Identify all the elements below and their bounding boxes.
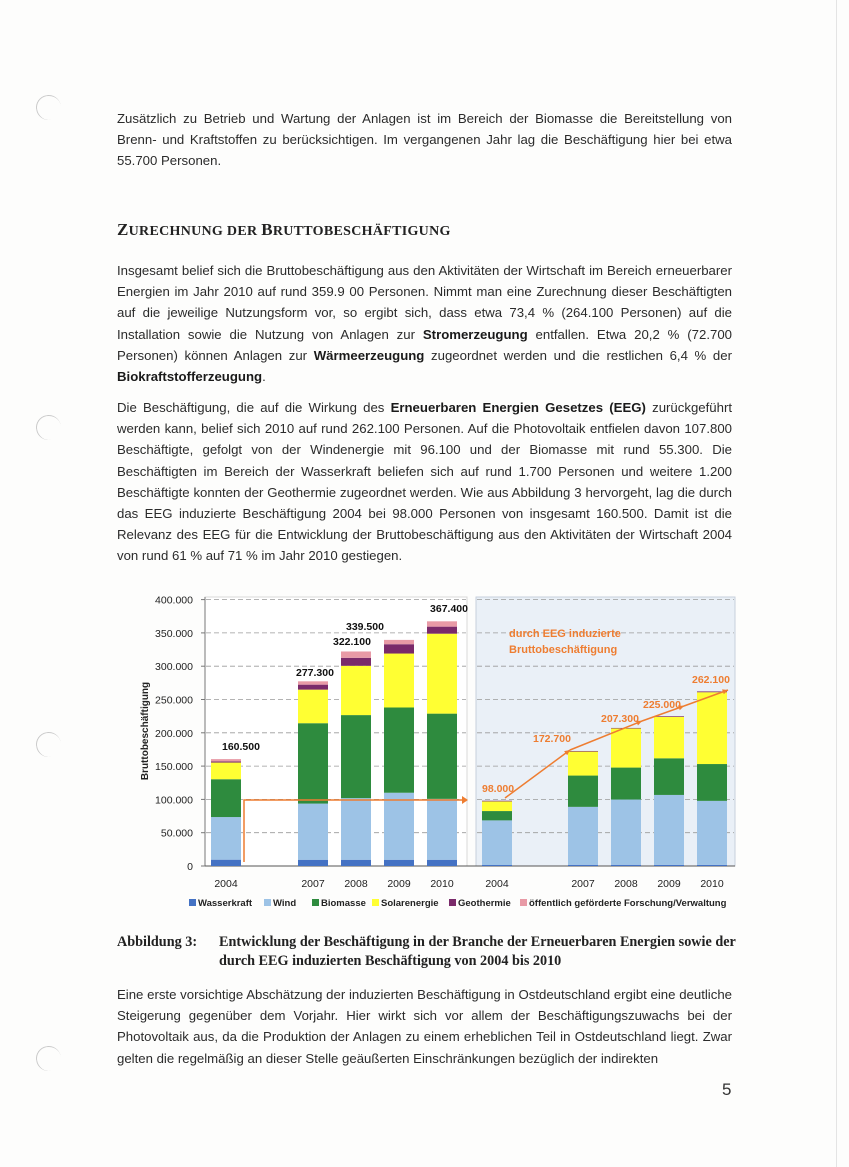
left-bar-solarenergie <box>341 666 371 715</box>
left-bar-geothermie <box>298 685 328 690</box>
left-bar-oeffentlich <box>341 651 371 657</box>
left-bar-wind <box>427 799 457 860</box>
x-tick-label-left: 2010 <box>430 878 454 890</box>
left-bar-wind <box>384 793 414 860</box>
left-bar-geothermie <box>341 658 371 666</box>
y-tick-label: 400.000 <box>155 594 193 607</box>
y-axis-title: Bruttobeschäftigung <box>140 681 151 781</box>
right-bar-geothermie <box>654 716 684 717</box>
paragraph-eeg: Die Beschäftigung, die auf die Wirkung des Erneuerbaren Energien Gesetzes (EEG) zurückgeführt werden kann, belief sich 2010 auf rund 262.100 Personen. Auf die Photovoltaik entfielen davon 107.800 Beschäftigte, gefolgt von der Windenergie mit 96.100 und der Biomasse mit rund 55.300. Die Beschäftigten im Bereich der Wasserkraft beliefen sich auf rund 1.700 Personen und weitere 1.200 Beschäftigte konnten der Geothermie zugeordnet werden. Wie aus Abbildung 3 hervorgeht, lag die durch das EEG induzierte Beschäftigung 2004 bei 98.000 Personen von insgesamt 160.500. Damit ist die Relevanz des EEG für die Entwicklung der Bruttobeschäftigung aus den Aktivitäten der Wirtschaft 2004 von rund 61 % auf 71 % im Jahr 2010 gestiegen. <box>117 400 733 564</box>
y-tick-label: 0 <box>187 861 193 873</box>
left-bar-biomasse <box>427 714 457 799</box>
right-bar-solarenergie <box>654 717 684 758</box>
left-bar-solarenergie <box>298 690 328 724</box>
y-tick-label: 200.000 <box>155 727 193 740</box>
left-total-label: 277.300 <box>296 667 334 679</box>
left-bar-biomasse <box>341 715 371 798</box>
legend-label: Wind <box>273 898 297 909</box>
right-bar-wasserkraft <box>611 865 641 866</box>
paragraph-intro: Zusätzlich zu Betrieb und Wartung der Anlagen ist im Bereich der Biomasse die Bereitstellung von Brenn- und Kraftstoffen zu berücksichtigen. Im vergangenen Jahr lag die Beschäftigung hier bei etwa 55.700 Personen. <box>117 111 732 169</box>
left-bar-wasserkraft <box>341 860 371 866</box>
left-total-label: 322.100 <box>333 636 371 648</box>
left-bar-wind <box>298 804 328 860</box>
right-bar-biomasse <box>697 764 727 801</box>
x-tick-label-right: 2007 <box>571 878 595 890</box>
left-bar-solarenergie <box>211 763 241 780</box>
left-bar-wasserkraft <box>384 860 414 866</box>
y-tick-label: 150.000 <box>155 761 193 774</box>
right-total-label: 207.300 <box>601 713 639 725</box>
right-bar-wind <box>697 801 727 865</box>
left-bar-solarenergie <box>384 654 414 708</box>
left-bar-solarenergie <box>427 634 457 714</box>
left-total-label: 160.500 <box>222 741 260 753</box>
legend-swatch <box>449 899 456 906</box>
left-bar-wasserkraft <box>211 860 241 866</box>
right-bar-solarenergie <box>611 728 641 767</box>
paragraph-bruttobeschaeftigung: Insgesamt belief sich die Bruttobeschäftigung aus den Aktivitäten der Wirtschaft im Bereich erneuerbarer Energien im Jahr 2010 auf rund 359.9 00 Personen. Nimmt man eine Zurechnung dieser Beschäftigten auf die jeweilige Nutzungsform vor, so ergibt sich, dass etwa 73,4 % (264.100 Personen) auf die Installation sowie die Nutzung von Anlagen zur Stromerzeugung entfallen. Etwa 20,2 % (72.700 Personen) können Anlagen zur Wärmeerzeugung zugeordnet werden und die restlichen 6,4 % der Biokraftstofferzeugung. <box>117 263 732 385</box>
left-bar-wind <box>341 798 371 860</box>
left-bar-oeffentlich <box>211 759 241 761</box>
right-bar-wind <box>568 807 598 865</box>
right-bar-wasserkraft <box>482 865 512 866</box>
left-bar-geothermie <box>211 761 241 762</box>
left-bar-oeffentlich <box>427 621 457 626</box>
right-bar-wasserkraft <box>654 865 684 866</box>
x-tick-label-left: 2008 <box>344 878 368 890</box>
left-bar-biomasse <box>298 723 328 803</box>
right-bar-wind <box>654 795 684 865</box>
x-tick-label-left: 2009 <box>387 878 411 890</box>
left-bar-wasserkraft <box>427 860 457 866</box>
left-bar-biomasse <box>211 779 241 817</box>
page-number: 5 <box>722 1080 732 1099</box>
legend-label: Geothermie <box>458 898 511 909</box>
x-tick-label-right: 2010 <box>700 878 724 890</box>
legend-label: Wasserkraft <box>198 898 253 909</box>
legend-label: Biomasse <box>321 898 366 909</box>
legend-swatch <box>520 899 527 906</box>
section-heading: ZURECHNUNG DER BRUTTOBESCHÄFTIGUNG <box>117 220 451 239</box>
right-total-label: 225.000 <box>643 699 681 711</box>
caption-text: Entwicklung der Beschäftigung in der Branche der Erneuerbaren Energien sowie der durch EEG induzierten Beschäftigung von 2004 bis 2010 <box>219 934 736 969</box>
caption-label: Abbildung 3: <box>117 934 198 950</box>
right-total-label: 262.100 <box>692 674 730 686</box>
legend-swatch <box>264 899 271 906</box>
right-bar-biomasse <box>482 811 512 820</box>
legend-swatch <box>312 899 319 906</box>
y-tick-label: 300.000 <box>155 661 193 674</box>
left-bar-wasserkraft <box>298 860 328 866</box>
left-total-label: 339.500 <box>346 621 384 633</box>
left-bar-geothermie <box>384 644 414 653</box>
right-chart-title-line2: Bruttobeschäftigung <box>509 644 618 656</box>
x-tick-label-right: 2008 <box>614 878 638 890</box>
right-bar-wind <box>482 820 512 865</box>
legend-swatch <box>189 899 196 906</box>
y-tick-label: 50.000 <box>160 827 193 840</box>
x-tick-label-left: 2007 <box>301 878 325 890</box>
right-bar-solarenergie <box>482 801 512 811</box>
right-bar-solarenergie <box>697 692 727 764</box>
right-bar-biomasse <box>654 758 684 795</box>
right-bar-wind <box>611 800 641 865</box>
x-tick-label-right: 2004 <box>485 878 509 890</box>
left-total-label: 367.400 <box>430 603 468 615</box>
y-tick-label: 100.000 <box>155 794 193 807</box>
right-total-label: 98.000 <box>482 783 515 795</box>
right-bar-solarenergie <box>568 752 598 776</box>
legend-label: Solarenergie <box>381 898 439 909</box>
right-bar-biomasse <box>568 776 598 807</box>
right-total-label: 172.700 <box>533 733 571 745</box>
paragraph-ostdeutschland: Eine erste vorsichtige Abschätzung der induzierten Beschäftigung in Ostdeutschland ergibt eine deutliche Steigerung gegenüber dem Vorjahr. Hier wirkt sich vor allem der Beschäftigungszuwachs bei der Photovoltaik aus, da die Produktion der Anlagen zu einem erheblichen Teil in Ostdeutschland liegt. Zwar gelten die regelmäßig an dieser Stelle geäußerten Einschränkungen bezüglich der indirekten <box>117 987 732 1066</box>
x-tick-label-left: 2004 <box>214 878 238 890</box>
left-bar-wind <box>211 817 241 860</box>
y-tick-label: 350.000 <box>155 627 193 640</box>
right-bar-geothermie <box>482 801 512 802</box>
right-bar-biomasse <box>611 768 641 800</box>
right-bar-geothermie <box>568 751 598 752</box>
left-bar-oeffentlich <box>298 681 328 684</box>
left-bar-geothermie <box>427 627 457 634</box>
left-bar-oeffentlich <box>384 640 414 644</box>
y-tick-label: 250.000 <box>155 694 193 707</box>
right-chart-title-line1: durch EEG induzierte <box>509 628 621 640</box>
left-bar-biomasse <box>384 707 414 792</box>
x-tick-label-right: 2009 <box>657 878 681 890</box>
right-bar-wasserkraft <box>697 865 727 866</box>
right-bar-wasserkraft <box>568 865 598 866</box>
legend-swatch <box>372 899 379 906</box>
legend-label: öffentlich geförderte Forschung/Verwaltung <box>529 898 727 909</box>
